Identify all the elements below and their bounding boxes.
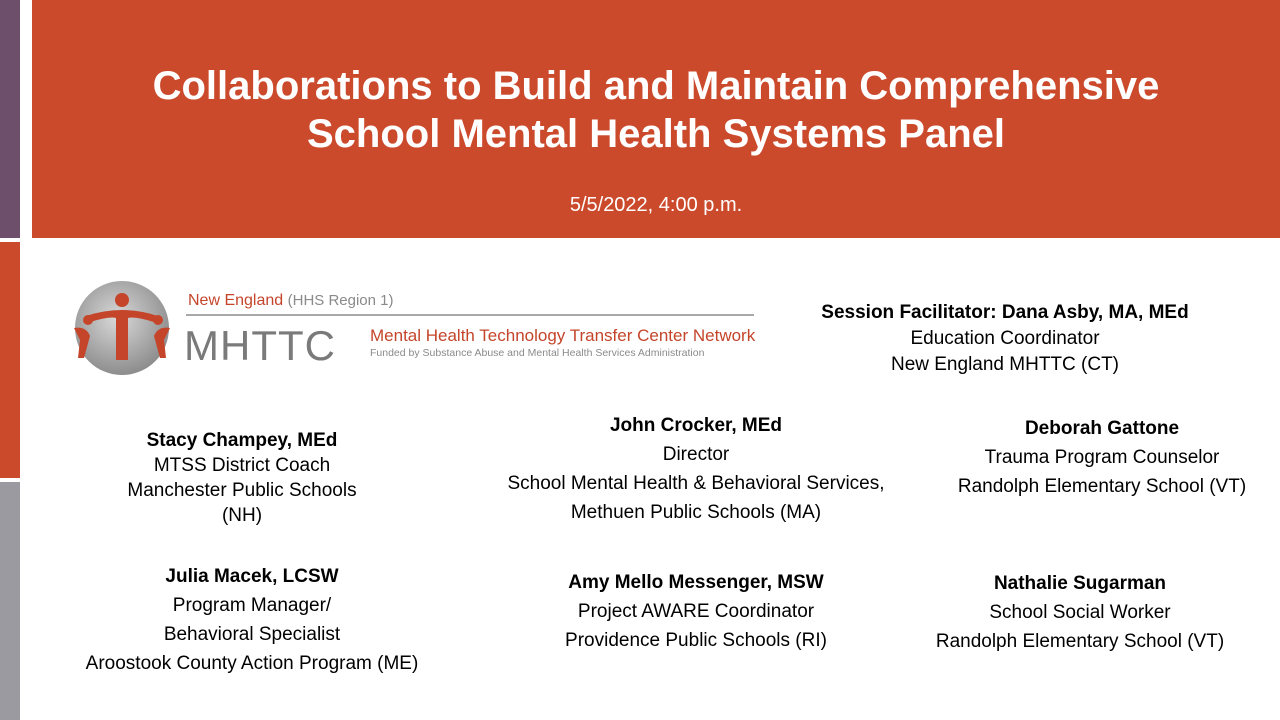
- slide-title: [32, 62, 1280, 158]
- slide-title-line-1: Collaborations to Build and Maintain Comprehensive: [152, 64, 1160, 108]
- logo-divider: [186, 314, 754, 316]
- panelist-role: School Social Worker: [989, 602, 1171, 623]
- title-banner: [32, 0, 1280, 238]
- panelist-role-2: Behavioral Specialist: [163, 624, 341, 645]
- panelist-name: Nathalie Sugarman: [993, 573, 1167, 594]
- panelist-org-2: Methuen Public Schools (MA): [570, 502, 822, 523]
- logo-region-name: New England: [188, 292, 284, 309]
- panelist-org: Providence Public Schools (RI): [565, 630, 827, 651]
- panelist-deborah-gattone: [932, 414, 1272, 501]
- mhttc-emblem-icon: [66, 276, 178, 376]
- panelist-name: Stacy Champey, MEd: [146, 430, 338, 451]
- logo-hhs-region: (HHS Region 1): [287, 292, 394, 309]
- logo-wordmark: MHTTC: [184, 322, 336, 369]
- panelist-role: MTSS District Coach: [153, 455, 331, 476]
- panelist-nathalie-sugarman: [910, 569, 1250, 656]
- facilitator-role: Education Coordinator: [910, 328, 1100, 349]
- panelist-john-crocker: [466, 411, 926, 527]
- panelist-name: Deborah Gattone: [1024, 418, 1180, 439]
- facilitator-name: Session Facilitator: Dana Asby, MA, MEd: [821, 302, 1189, 323]
- panelist-julia-macek: [52, 562, 452, 678]
- panelist-name: Julia Macek, LCSW: [165, 566, 339, 587]
- panelist-name: Amy Mello Messenger, MSW: [568, 572, 824, 593]
- facilitator-org: New England MHTTC (CT): [890, 354, 1120, 375]
- logo-region-label: [188, 292, 394, 310]
- side-accent-bar-middle: [0, 242, 20, 478]
- panelist-role: Program Manager/: [172, 595, 332, 616]
- side-accent-bar-top: [0, 0, 20, 238]
- facilitator-block: [790, 300, 1220, 378]
- panelist-org: Manchester Public Schools: [127, 480, 357, 501]
- panelist-state: (NH): [221, 505, 263, 526]
- panelist-org: School Mental Health & Behavioral Services,: [507, 473, 885, 494]
- logo-network-name: Mental Health Technology Transfer Center Network: [370, 326, 756, 345]
- panelist-org: Randolph Elementary School (VT): [957, 476, 1247, 497]
- panelist-role: Project AWARE Coordinator: [577, 601, 815, 622]
- panelist-amy-mello-messenger: [526, 568, 866, 655]
- session-date: 5/5/2022, 4:00 p.m.: [569, 194, 743, 216]
- panelist-stacy-champey: [82, 428, 402, 528]
- panelist-org: Aroostook County Action Program (ME): [85, 653, 419, 674]
- panelist-role: Trauma Program Counselor: [984, 447, 1220, 468]
- logo-funding-note: Funded by Substance Abuse and Mental Health Services Administration: [370, 347, 705, 359]
- slide-title-line-2: School Mental Health Systems Panel: [307, 112, 1005, 156]
- mhttc-logo: [66, 276, 756, 376]
- panelist-org: Randolph Elementary School (VT): [935, 631, 1225, 652]
- side-accent-bar-bottom: [0, 482, 20, 720]
- panelist-name: John Crocker, MEd: [609, 415, 783, 436]
- panelist-role: Director: [662, 444, 730, 465]
